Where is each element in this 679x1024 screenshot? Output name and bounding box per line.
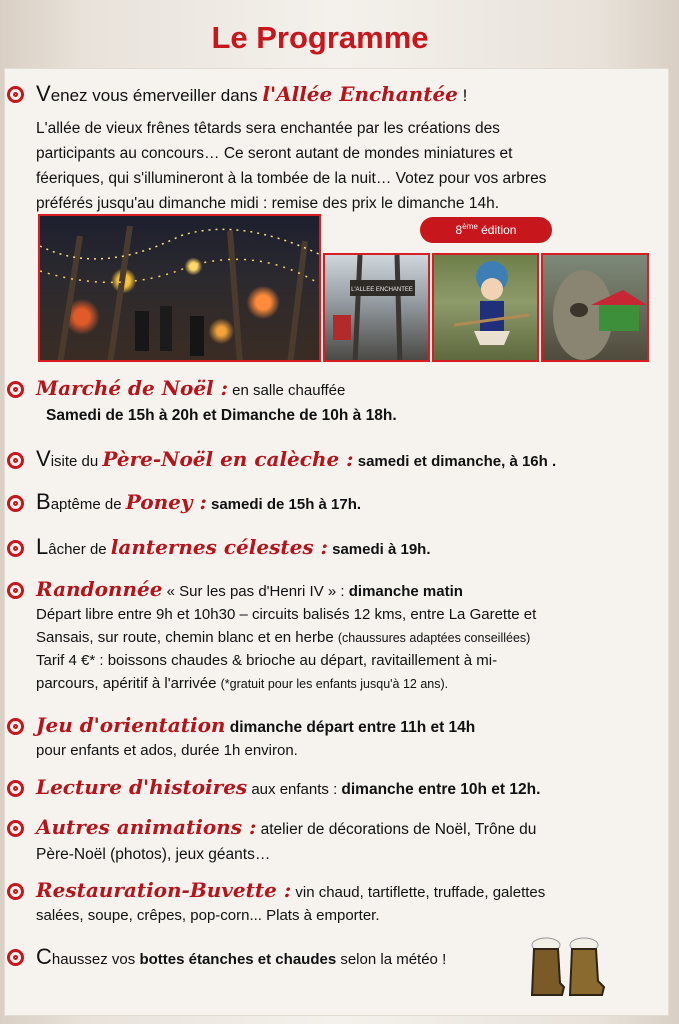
swirl-bullet-icon [7, 540, 24, 557]
photo-birdhouse-tree [541, 253, 649, 362]
swirl-bullet-icon [7, 820, 24, 837]
swirl-bullet-icon [7, 381, 24, 398]
highlight-text: Restauration-Buvette : [36, 878, 292, 902]
photo-illuminated-alley [38, 214, 321, 362]
page-title: Le Programme [211, 20, 429, 55]
winter-boots-icon [528, 935, 606, 1001]
edition-badge: 8ème édition [420, 217, 552, 243]
highlight-text: Randonnée [36, 577, 163, 601]
highlight-text: Marché de Noël : [36, 376, 229, 400]
sign-text: L'ALLEE ENCHANTEE [351, 287, 413, 293]
swirl-bullet-icon [7, 582, 24, 599]
swirl-bullet-icon [7, 949, 24, 966]
swirl-bullet-icon [7, 718, 24, 735]
swirl-bullet-icon [7, 780, 24, 797]
swirl-bullet-icon [7, 883, 24, 900]
highlight-text: Père-Noël en calèche : [102, 447, 354, 471]
photo-allee-sign [323, 253, 430, 362]
photo-doll-figure [432, 253, 539, 362]
birdhouse-svg [543, 255, 649, 362]
swirl-bullet-icon [7, 86, 24, 103]
sign-svg [325, 255, 430, 362]
highlight-text: Lecture d'histoires [36, 775, 248, 799]
highlight-text: lanternes célestes : [110, 535, 328, 559]
item-heading: Venez vous émerveiller dans l'Allée Enchantée ! [36, 81, 468, 106]
highlight-text: Jeu d'orientation [36, 713, 226, 737]
swirl-bullet-icon [7, 452, 24, 469]
highlight-text: Autres animations : [36, 815, 257, 839]
highlight-text: Poney : [125, 490, 207, 514]
highlight-text: l'Allée Enchantée [262, 82, 458, 106]
alley-trees-svg [40, 216, 321, 362]
doll-svg [434, 255, 539, 362]
allee-description: L'allée de vieux frênes têtards sera enchantée par les créations des participants au concours… Ce seront autant de mondes miniatures et féeriques, qui s'illumineront à la tombée de la nuit… Votez pour vos arbres préférés jusqu'au dimanche midi : remise des prix le dimanche 14h. [36, 120, 547, 212]
swirl-bullet-icon [7, 495, 24, 512]
